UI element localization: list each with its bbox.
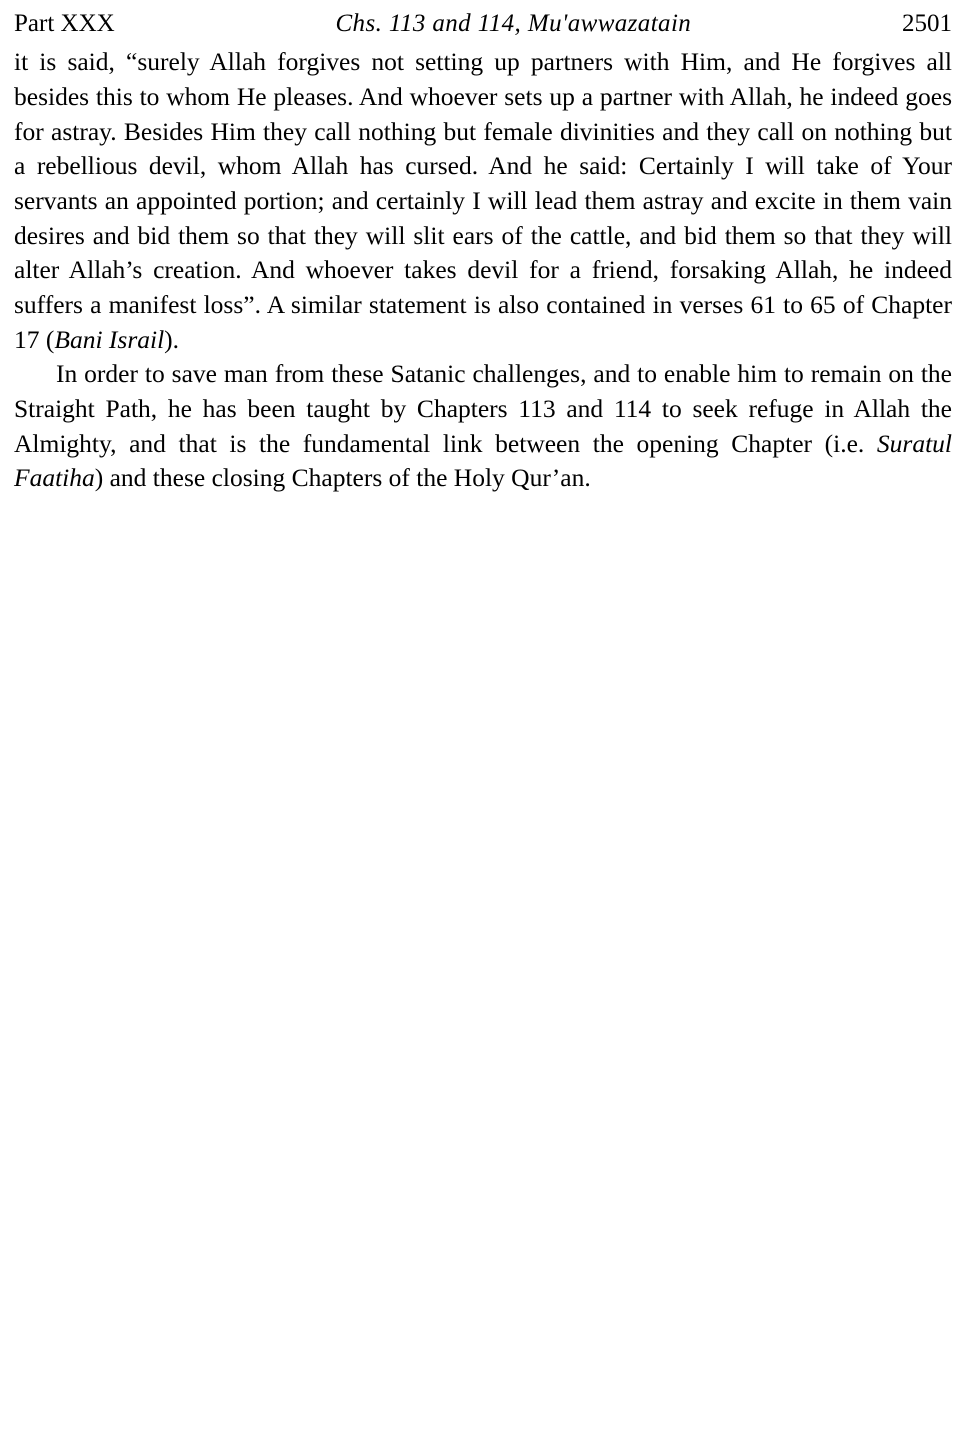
paragraph-2-italic-title: Suratul Faatiha <box>14 428 952 493</box>
paragraph-1-text-part-2: ). <box>164 324 180 354</box>
header-chapter-title: Chs. 113 and 114, Mu'awwazatain <box>335 10 692 37</box>
paragraph-1-text-part-1: it is said, “surely Allah forgives not setting up partners with Him, and He forgives all besides this to whom He pleases. And whoever sets up a partner with Allah, he indeed goes for astray. Besides Him they call nothing but female divinities and they call on nothing but a rebellious devil, whom Allah has cursed. And he said: Certainly I will take of Your servants an appointed portion; and certainly I will lead them astray and excite in them vain desires and bid them so that they will slit ears of the cattle, and bid them so that they will alter Allah’s creation. And whoever takes devil for a friend, forsaking Allah, he indeed suffers a manifest loss”. A similar statement is also contained in verses 61 to 65 of Chapter 17 ( <box>14 47 952 354</box>
paragraph-1-italic-title: Bani Israil <box>54 324 165 354</box>
paragraph-2 <box>14 357 952 496</box>
running-head <box>14 8 952 39</box>
page-number: 2501 <box>902 10 952 37</box>
paragraph-2-text-part-2: ) and these closing Chapters of the Holy Qur’an. <box>94 463 591 493</box>
page-content <box>14 8 952 496</box>
header-part-label: Part XXX <box>14 10 115 37</box>
paragraph-2-text-part-1: In order to save man from these Satanic challenges, and to enable him to remain on the Straight Path, he has been taught by Chapters 113 and 114 to seek refuge in Allah the Almighty, and that is the fundamental link between the opening Chapter (i.e. <box>14 359 952 458</box>
paragraph-1 <box>14 45 952 357</box>
